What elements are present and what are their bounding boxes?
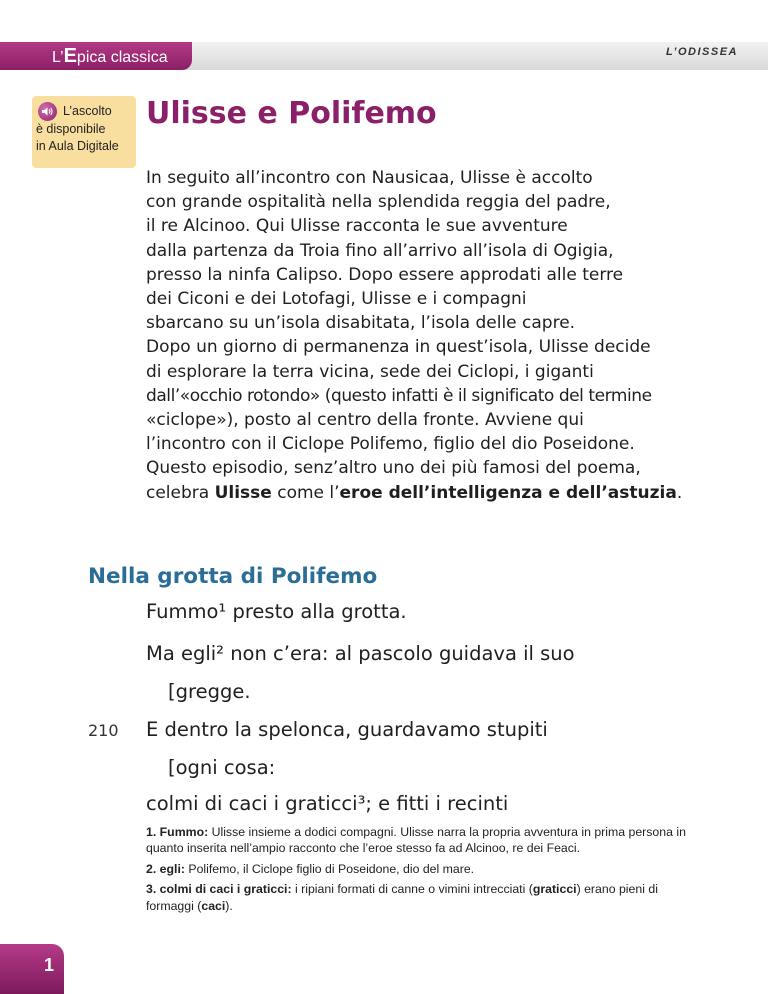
section-heading: Nella grotta di Polifemo [88, 564, 378, 589]
page-number-tab [0, 944, 64, 994]
audio-label-line3: in Aula Digitale [36, 139, 119, 153]
intro-line: «ciclope»), posto al centro della fronte. Avviene qui [146, 410, 584, 431]
verse-line-continuation: [gregge. [168, 680, 251, 703]
speaker-icon[interactable] [38, 102, 57, 121]
intro-line: dalla partenza da Troia fino all’arrivo all’isola di Ogigia, [146, 240, 614, 261]
footnote: 2. egli: Polifemo, il Ciclope figlio di Poseidone, dio del mare. [146, 861, 475, 876]
page-number: 1 [43, 955, 54, 975]
page-title: Ulisse e Polifemo [146, 96, 437, 131]
emphasis-ulisse: Ulisse [214, 482, 272, 503]
intro-line: con grande ospitalità nella splendida reggia del padre, [146, 192, 611, 213]
intro-line: l’incontro con il Ciclope Polifemo, figlio del dio Poseidone. [146, 434, 635, 455]
intro-line: In seguito all’incontro con Nausicaa, Ulisse è accolto [146, 168, 593, 188]
footnotes [146, 824, 706, 918]
intro-line: presso la ninfa Calipso. Dopo essere approdati alle terre [146, 264, 624, 285]
verse-line: colmi di caci i graticci³; e fitti i recinti [146, 792, 509, 815]
audio-availability-box[interactable] [32, 96, 136, 168]
audio-label-line1: L’ascolto [63, 104, 112, 118]
emphasis-hero: eroe dell’intelligenza e dell’astuzia [339, 482, 677, 503]
footnote: 1. Fummo: Ulisse insieme a dodici compagni. Ulisse narra la propria avventura in prima persona in quanto inserita nell’ampio racconto che l’eroe stesso fa ad Alcinoo, re dei Feaci. [146, 825, 686, 856]
intro-line: sbarcano su un’isola disabitata, l’isola delle capre. [146, 313, 576, 334]
footnote: 3. colmi di caci i graticci: i ripiani formati di canne o vimini intrecciati (graticci) erano pieni di formaggi (caci). [146, 882, 658, 913]
verse-line: Fummo¹ presto alla grotta. [146, 600, 407, 623]
intro-line: di esplorare la terra vicina, sede dei Ciclopi, i giganti [146, 361, 594, 382]
verse-line: Ma egli² non c’era: al pascolo guidava il suo [146, 642, 575, 665]
intro-line: il re Alcinoo. Qui Ulisse racconta le sue avventure [146, 216, 568, 237]
section-tab: L’Epica classica [0, 42, 192, 70]
running-head: L’ODISSEA [666, 46, 738, 58]
intro-line: dall’«occhio rotondo» (questo infatti è il significato del termine [146, 385, 652, 406]
verse-line: E dentro la spelonca, guardavamo stupiti [146, 718, 548, 741]
intro-line: Questo episodio, senz’altro uno dei più famosi del poema, [146, 458, 641, 479]
intro-paragraph [146, 166, 706, 505]
verse-line-number: 210 [88, 721, 119, 740]
verse-line-continuation: [ogni cosa: [168, 756, 276, 779]
intro-line: dei Ciconi e dei Lotofagi, Ulisse e i compagni [146, 289, 527, 310]
intro-line: Dopo un giorno di permanenza in quest’isola, Ulisse decide [146, 337, 651, 358]
intro-line-last: celebra Ulisse come l’eroe dell’intelligenza e dell’astuzia. [146, 482, 683, 503]
audio-label-line2: è disponibile [36, 122, 106, 136]
